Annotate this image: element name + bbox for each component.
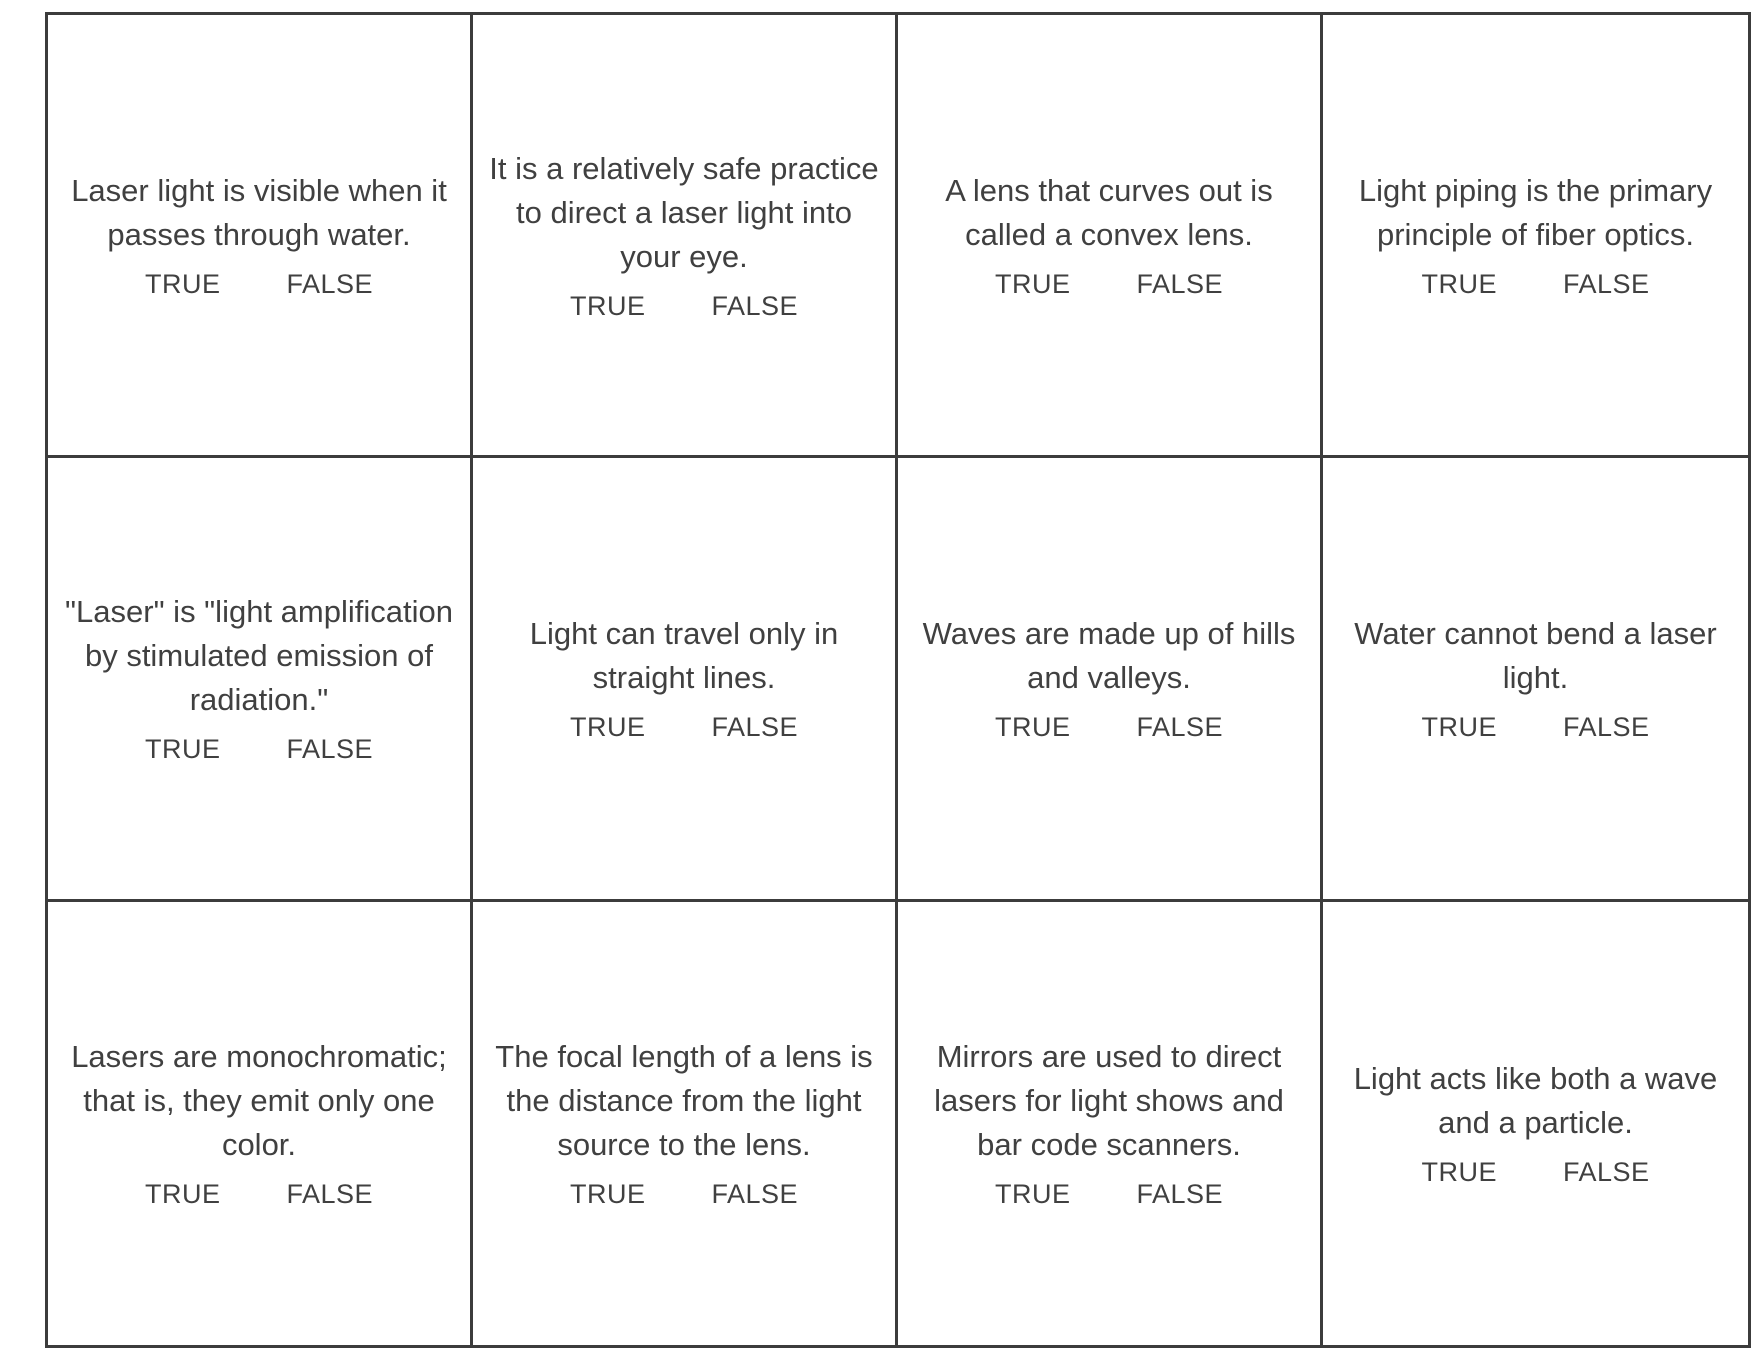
false-option[interactable]: FALSE [711, 712, 799, 743]
card-4 [1323, 15, 1748, 458]
card-1 [48, 15, 473, 458]
card-7 [898, 458, 1323, 901]
true-option[interactable]: TRUE [1421, 1157, 1497, 1188]
answer-options [1421, 710, 1649, 744]
card-statement: A lens that curves out is called a convex lens. [945, 173, 1273, 253]
card-9 [48, 902, 473, 1345]
answer-options [570, 289, 798, 323]
answer-options [1421, 1155, 1649, 1189]
false-option[interactable]: FALSE [286, 269, 374, 300]
card-statement: It is a relatively safe practice to direct a laser light into your eye. [489, 151, 879, 275]
card-6 [473, 458, 898, 901]
answer-options [570, 710, 798, 744]
card-statement: Light can travel only in straight lines. [529, 616, 839, 696]
answer-options [145, 1177, 373, 1211]
card-statement: The focal length of a lens is the distance from the light source to the lens. [495, 1039, 873, 1163]
false-option[interactable]: FALSE [1562, 712, 1650, 743]
false-option[interactable]: FALSE [286, 734, 374, 765]
card-statement: Waves are made up of hills and valleys. [922, 616, 1296, 696]
answer-options [145, 732, 373, 766]
card-statement: Lasers are monochromatic; that is, they emit only one color. [71, 1039, 447, 1163]
answer-options [1421, 267, 1649, 301]
true-option[interactable]: TRUE [144, 734, 221, 765]
true-false-card-grid [45, 12, 1751, 1348]
answer-options [995, 267, 1223, 301]
card-3 [898, 15, 1323, 458]
true-option[interactable]: TRUE [144, 269, 221, 300]
true-option[interactable]: TRUE [1421, 712, 1497, 743]
card-statement: Light acts like both a wave and a particle. [1353, 1061, 1718, 1141]
true-option[interactable]: TRUE [144, 1179, 221, 1210]
card-2 [473, 15, 898, 458]
card-8 [1323, 458, 1748, 901]
false-option[interactable]: FALSE [1136, 712, 1224, 743]
false-option[interactable]: FALSE [711, 1179, 799, 1210]
card-statement: Laser light is visible when it passes through water. [71, 173, 447, 253]
false-option[interactable]: FALSE [1136, 269, 1224, 300]
answer-options [570, 1177, 798, 1211]
card-statement: "Laser" is "light amplification by stimulated emission of radiation." [65, 594, 453, 718]
true-option[interactable]: TRUE [569, 291, 646, 322]
card-12 [1323, 902, 1748, 1345]
false-option[interactable]: FALSE [1562, 1157, 1650, 1188]
card-10 [473, 902, 898, 1345]
true-option[interactable]: TRUE [994, 712, 1071, 743]
false-option[interactable]: FALSE [286, 1179, 374, 1210]
answer-options [145, 267, 373, 301]
card-statement: Light piping is the primary principle of fiber optics. [1358, 173, 1713, 253]
true-option[interactable]: TRUE [1421, 269, 1497, 300]
false-option[interactable]: FALSE [1562, 269, 1650, 300]
card-statement: Mirrors are used to direct lasers for light shows and bar code scanners. [934, 1039, 1284, 1163]
card-statement: Water cannot bend a laser light. [1354, 616, 1717, 696]
false-option[interactable]: FALSE [1136, 1179, 1224, 1210]
answer-options [995, 1177, 1223, 1211]
true-option[interactable]: TRUE [994, 269, 1071, 300]
true-option[interactable]: TRUE [569, 1179, 646, 1210]
answer-options [995, 710, 1223, 744]
card-11 [898, 902, 1323, 1345]
true-option[interactable]: TRUE [994, 1179, 1071, 1210]
card-5 [48, 458, 473, 901]
true-option[interactable]: TRUE [569, 712, 646, 743]
false-option[interactable]: FALSE [711, 291, 799, 322]
